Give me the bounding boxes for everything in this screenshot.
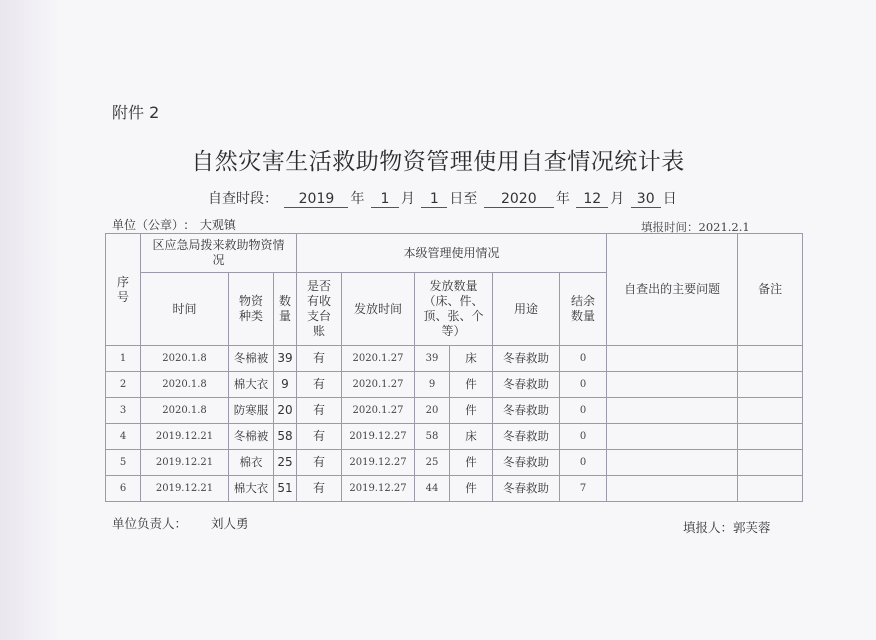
cell-type: 棉衣 <box>229 450 274 476</box>
unit-line <box>112 216 236 233</box>
cell-qty: 39 <box>274 346 297 372</box>
cell-seq: 2 <box>106 372 141 398</box>
cell-qty: 9 <box>274 372 297 398</box>
scan-shadow <box>0 0 60 640</box>
period-start-year: 2019 <box>284 191 348 208</box>
cell-issue-time: 2020.1.27 <box>342 372 415 398</box>
cell-unit: 床 <box>450 346 493 372</box>
cell-issue-time: 2019.12.27 <box>342 476 415 502</box>
cell-type: 冬棉被 <box>229 346 274 372</box>
cell-ledger: 有 <box>297 372 342 398</box>
document-title: 自然灾害生活救助物资管理使用自查情况统计表 <box>191 149 685 175</box>
cell-time: 2020.1.8 <box>141 372 229 398</box>
cell-issue-time: 2019.12.27 <box>342 424 415 450</box>
cell-seq: 5 <box>106 450 141 476</box>
header-district-group: 区应急局拨来救助物资情况 <box>141 234 297 273</box>
cell-remaining: 0 <box>560 450 607 476</box>
unit-label: 单位（公章）: <box>112 218 189 232</box>
cell-remarks <box>738 398 803 424</box>
cell-issue-time: 2019.12.27 <box>342 450 415 476</box>
header-remarks: 备注 <box>738 234 803 346</box>
cell-usage: 冬春救助 <box>493 424 560 450</box>
cell-remarks <box>738 476 803 502</box>
year-char-2: 年 <box>555 191 570 207</box>
cell-remaining: 0 <box>560 424 607 450</box>
cell-issue-qty: 58 <box>415 424 450 450</box>
cell-issue-qty: 44 <box>415 476 450 502</box>
cell-time: 2019.12.21 <box>141 424 229 450</box>
cell-time: 2020.1.8 <box>141 346 229 372</box>
cell-remaining: 0 <box>560 372 607 398</box>
cell-remarks <box>738 372 803 398</box>
cell-issue-qty: 39 <box>415 346 450 372</box>
cell-unit: 件 <box>450 372 493 398</box>
filler-name: 郭芙蓉 <box>733 520 771 535</box>
cell-usage: 冬春救助 <box>493 346 560 372</box>
cell-time: 2019.12.21 <box>141 476 229 502</box>
fill-time-value: 2021.2.1 <box>698 220 750 234</box>
cell-type: 冬棉被 <box>229 424 274 450</box>
header-issue-time: 发放时间 <box>342 273 415 346</box>
cell-usage: 冬春救助 <box>493 450 560 476</box>
statistics-table <box>105 233 803 502</box>
cell-problems <box>607 346 738 372</box>
responsible-label: 单位负责人： <box>112 516 188 531</box>
cell-time: 2019.12.21 <box>141 450 229 476</box>
cell-qty: 20 <box>274 398 297 424</box>
period-start-month: 1 <box>371 191 399 208</box>
cell-issue-time: 2020.1.27 <box>342 346 415 372</box>
cell-unit: 件 <box>450 476 493 502</box>
header-problems: 自查出的主要问题 <box>607 234 738 346</box>
table-row <box>106 450 803 476</box>
header-material-type: 物资种类 <box>229 273 274 346</box>
cell-problems <box>607 476 738 502</box>
cell-unit: 件 <box>450 398 493 424</box>
header-quantity: 数量 <box>274 273 297 346</box>
period-end-year: 2020 <box>484 191 554 208</box>
cell-remarks <box>738 450 803 476</box>
table-row <box>106 476 803 502</box>
period-label: 自查时段： <box>208 191 278 207</box>
cell-qty: 25 <box>274 450 297 476</box>
cell-ledger: 有 <box>297 424 342 450</box>
cell-remarks <box>738 346 803 372</box>
cell-problems <box>607 372 738 398</box>
cell-seq: 3 <box>106 398 141 424</box>
header-has-ledger: 是否有收支台账 <box>297 273 342 346</box>
cell-type: 棉大衣 <box>229 372 274 398</box>
header-issue-qty: 发放数量（床、件、顶、张、个等） <box>415 273 493 346</box>
filler-line <box>683 518 771 536</box>
unit-value: 大观镇 <box>199 218 236 232</box>
cell-issue-qty: 20 <box>415 398 450 424</box>
cell-issue-qty: 9 <box>415 372 450 398</box>
cell-ledger: 有 <box>297 398 342 424</box>
cell-seq: 6 <box>106 476 141 502</box>
cell-remaining: 7 <box>560 476 607 502</box>
cell-usage: 冬春救助 <box>493 398 560 424</box>
table-row <box>106 346 803 372</box>
month-char-2: 月 <box>610 191 625 207</box>
cell-ledger: 有 <box>297 346 342 372</box>
cell-problems <box>607 450 738 476</box>
cell-ledger: 有 <box>297 450 342 476</box>
cell-unit: 件 <box>450 450 493 476</box>
table-row <box>106 372 803 398</box>
cell-issue-time: 2020.1.27 <box>342 398 415 424</box>
cell-issue-qty: 25 <box>415 450 450 476</box>
filler-label: 填报人： <box>683 520 734 535</box>
period-end-month: 12 <box>576 191 608 208</box>
header-usage: 用途 <box>493 273 560 346</box>
table-row <box>106 424 803 450</box>
header-seq: 序号 <box>106 234 141 346</box>
cell-remarks <box>738 424 803 450</box>
cell-remaining: 0 <box>560 398 607 424</box>
cell-type: 防寒服 <box>229 398 274 424</box>
cell-problems <box>607 398 738 424</box>
cell-usage: 冬春救助 <box>493 372 560 398</box>
month-char: 月 <box>400 191 415 207</box>
header-time: 时间 <box>141 273 229 346</box>
day-to-char: 日至 <box>449 191 478 207</box>
cell-seq: 1 <box>106 346 141 372</box>
fill-time-label: 填报时间： <box>641 220 699 234</box>
year-char: 年 <box>350 191 365 207</box>
cell-ledger: 有 <box>297 476 342 502</box>
day-char: 日 <box>662 191 677 207</box>
inspection-period <box>208 188 677 208</box>
header-local-group: 本级管理使用情况 <box>297 234 607 273</box>
cell-unit: 床 <box>450 424 493 450</box>
cell-qty: 58 <box>274 424 297 450</box>
cell-remaining: 0 <box>560 346 607 372</box>
period-end-day: 30 <box>631 191 661 208</box>
cell-time: 2020.1.8 <box>141 398 229 424</box>
header-remaining: 结余数量 <box>560 273 607 346</box>
cell-seq: 4 <box>106 424 141 450</box>
cell-usage: 冬春救助 <box>493 476 560 502</box>
period-start-day: 1 <box>421 191 447 208</box>
attachment-label: 附件 2 <box>112 103 160 122</box>
cell-qty: 51 <box>274 476 297 502</box>
responsible-line <box>112 514 249 532</box>
table-row <box>106 398 803 424</box>
cell-problems <box>607 424 738 450</box>
cell-type: 棉大衣 <box>229 476 274 502</box>
responsible-name: 刘人勇 <box>211 516 249 531</box>
